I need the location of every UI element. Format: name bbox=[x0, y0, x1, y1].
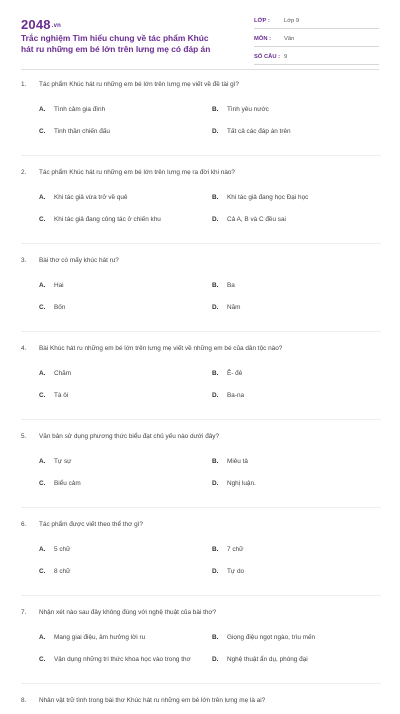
question-item bbox=[21, 80, 381, 156]
question-divider bbox=[21, 419, 381, 420]
logo-suffix: .vn bbox=[51, 22, 62, 29]
option-text: Biểu cảm bbox=[54, 479, 81, 487]
question-stem: Bài Khúc hát ru những em bé lớn trên lưng mẹ viết về những em bé của dân tộc nào? bbox=[39, 345, 283, 352]
option-text: Mang giai điệu, âm hưởng lời ru bbox=[54, 633, 146, 641]
question-item bbox=[21, 432, 381, 508]
question-stem: Tác phẩm được viết theo thể thơ gì? bbox=[39, 521, 143, 528]
question-number: 4. bbox=[21, 345, 27, 352]
option-text: Năm bbox=[227, 303, 241, 311]
answer-options bbox=[21, 538, 381, 582]
option-letter: C. bbox=[39, 303, 46, 311]
question-divider bbox=[21, 595, 381, 596]
question-text bbox=[21, 80, 381, 89]
answer-option[interactable] bbox=[212, 560, 385, 582]
answer-option[interactable] bbox=[212, 648, 385, 670]
question-text bbox=[21, 432, 381, 441]
option-text: Khi tác giả đang học Đại học bbox=[227, 193, 309, 201]
question-number: 8. bbox=[21, 697, 27, 704]
answer-option[interactable] bbox=[39, 274, 212, 296]
answer-option[interactable] bbox=[212, 472, 385, 494]
option-letter: C. bbox=[39, 655, 46, 663]
meta-label: LỚP : bbox=[254, 18, 270, 24]
question-divider bbox=[21, 331, 381, 332]
question-item bbox=[21, 608, 381, 684]
answer-options bbox=[21, 362, 381, 406]
answer-option[interactable] bbox=[39, 186, 212, 208]
option-letter: B. bbox=[212, 369, 219, 377]
answer-options bbox=[21, 450, 381, 494]
question-number: 6. bbox=[21, 521, 27, 528]
option-text: 5 chữ bbox=[54, 545, 71, 553]
quiz-meta bbox=[254, 14, 379, 68]
option-letter: B. bbox=[212, 457, 219, 465]
question-text bbox=[21, 168, 381, 177]
meta-value: 9 bbox=[284, 54, 288, 60]
question-number: 5. bbox=[21, 433, 27, 440]
answer-option[interactable] bbox=[212, 120, 385, 142]
question-divider bbox=[21, 155, 381, 156]
question-number: 3. bbox=[21, 257, 27, 264]
question-number: 7. bbox=[21, 609, 27, 616]
quiz-title: Trắc nghiệm Tìm hiểu chung về tác phẩm Khúc hát ru những em bé lớn trên lưng mẹ có đáp án bbox=[21, 33, 211, 54]
option-text: Giọng điệu ngọt ngào, trìu mến bbox=[227, 633, 316, 641]
option-letter: A. bbox=[39, 457, 46, 465]
option-text: Tất cả các đáp án trên bbox=[227, 127, 291, 135]
meta-row-subject bbox=[254, 32, 379, 47]
question-stem: Tác phẩm Khúc hát ru những em bé lớn trên lưng mẹ viết về đề tài gì? bbox=[39, 81, 239, 88]
answer-option[interactable] bbox=[39, 384, 212, 406]
option-letter: A. bbox=[39, 369, 46, 377]
option-text: Tình cảm gia đình bbox=[54, 105, 106, 113]
option-letter: D. bbox=[212, 127, 219, 135]
answer-option[interactable] bbox=[39, 296, 212, 318]
answer-options bbox=[21, 626, 381, 670]
meta-row-class bbox=[254, 14, 379, 29]
answer-option[interactable] bbox=[39, 120, 212, 142]
option-letter: B. bbox=[212, 281, 219, 289]
option-text: Tinh thần chiến đấu bbox=[54, 127, 110, 135]
question-list bbox=[21, 80, 381, 714]
option-text: Miêu tả bbox=[227, 457, 248, 465]
option-text: Tự do bbox=[227, 567, 245, 575]
answer-options bbox=[21, 186, 381, 230]
meta-row-count bbox=[254, 50, 379, 65]
answer-option[interactable] bbox=[212, 208, 385, 230]
answer-option[interactable] bbox=[212, 626, 385, 648]
question-item bbox=[21, 256, 381, 332]
question-text bbox=[21, 256, 381, 265]
option-text: Khi tác giả đang công tác ở chiến khu bbox=[54, 215, 161, 223]
answer-option[interactable] bbox=[39, 626, 212, 648]
question-text bbox=[21, 696, 381, 705]
option-text: Nghệ thuật ẩn dụ, phóng đại bbox=[227, 655, 308, 663]
answer-option[interactable] bbox=[39, 560, 212, 582]
option-letter: A. bbox=[39, 193, 46, 201]
meta-value: Văn bbox=[284, 36, 295, 42]
option-text: Cả A, B và C đều sai bbox=[227, 215, 286, 223]
answer-option[interactable] bbox=[39, 648, 212, 670]
question-stem: Nhân vật trữ tình trong bài thơ Khúc hát ru những em bé lớn trên lưng mẹ là ai? bbox=[39, 697, 266, 704]
option-text: 8 chữ bbox=[54, 567, 71, 575]
option-text: Chăm bbox=[54, 369, 72, 377]
option-letter: D. bbox=[212, 215, 219, 223]
option-letter: D. bbox=[212, 655, 219, 663]
answer-option[interactable] bbox=[39, 208, 212, 230]
question-divider bbox=[21, 243, 381, 244]
question-text bbox=[21, 608, 381, 617]
option-letter: A. bbox=[39, 281, 46, 289]
option-letter: D. bbox=[212, 391, 219, 399]
option-letter: B. bbox=[212, 633, 219, 641]
question-number: 1. bbox=[21, 81, 27, 88]
option-letter: D. bbox=[212, 567, 219, 575]
option-letter: B. bbox=[212, 105, 219, 113]
option-letter: D. bbox=[212, 303, 219, 311]
answer-option[interactable] bbox=[212, 296, 385, 318]
question-stem: Nhận xét nào sau đây không đúng với nghệ thuật của bài thơ? bbox=[39, 609, 217, 616]
option-letter: A. bbox=[39, 633, 46, 641]
option-letter: D. bbox=[212, 479, 219, 487]
option-letter: C. bbox=[39, 479, 46, 487]
option-text: Tự sự bbox=[54, 457, 72, 465]
question-stem: Bài thơ có mấy khúc hát ru? bbox=[39, 257, 119, 264]
option-text: Hai bbox=[54, 281, 64, 289]
logo-text: 2048 bbox=[21, 17, 51, 32]
option-text: Tình yêu nước bbox=[227, 105, 269, 113]
option-letter: C. bbox=[39, 567, 46, 575]
option-text: Ê- đê bbox=[227, 369, 243, 377]
answer-option[interactable] bbox=[212, 186, 385, 208]
answer-option[interactable] bbox=[39, 362, 212, 384]
question-stem: Văn bản sử dụng phương thức biểu đạt chủ yếu nào dưới đây? bbox=[39, 433, 220, 440]
option-text: Khi tác giả vừa trở về quê bbox=[54, 193, 128, 201]
header-divider bbox=[21, 69, 379, 70]
option-letter: C. bbox=[39, 391, 46, 399]
question-text bbox=[21, 520, 381, 529]
question-text bbox=[21, 344, 381, 353]
option-letter: B. bbox=[212, 545, 219, 553]
question-stem: Tác phẩm Khúc hát ru những em bé lớn trên lưng mẹ ra đời khi nào? bbox=[39, 169, 235, 176]
option-text: Vận dụng những tri thức khoa học vào trong thơ bbox=[54, 655, 191, 663]
site-logo[interactable] bbox=[21, 17, 61, 32]
question-number: 2. bbox=[21, 169, 27, 176]
answer-option[interactable] bbox=[212, 450, 385, 472]
question-divider bbox=[21, 683, 381, 684]
meta-label: SỐ CÂU : bbox=[254, 54, 281, 60]
answer-options bbox=[21, 274, 381, 318]
option-text: Nghị luận. bbox=[227, 479, 256, 487]
answer-option[interactable] bbox=[212, 362, 385, 384]
question-item bbox=[21, 168, 381, 244]
question-item bbox=[21, 520, 381, 596]
option-text: 7 chữ bbox=[227, 545, 244, 553]
answer-option[interactable] bbox=[212, 274, 385, 296]
question-item bbox=[21, 344, 381, 420]
option-letter: C. bbox=[39, 215, 46, 223]
answer-option[interactable] bbox=[39, 450, 212, 472]
question-item bbox=[21, 696, 381, 705]
answer-option[interactable] bbox=[39, 538, 212, 560]
option-text: Ba bbox=[227, 281, 235, 289]
question-divider bbox=[21, 507, 381, 508]
option-text: Bốn bbox=[54, 303, 66, 311]
answer-option[interactable] bbox=[39, 98, 212, 120]
option-letter: A. bbox=[39, 105, 46, 113]
answer-option[interactable] bbox=[212, 98, 385, 120]
meta-label: MÔN : bbox=[254, 36, 272, 42]
option-letter: A. bbox=[39, 545, 46, 553]
meta-value: Lớp 9 bbox=[284, 18, 300, 24]
option-letter: B. bbox=[212, 193, 219, 201]
answer-option[interactable] bbox=[39, 472, 212, 494]
option-text: Ba-na bbox=[227, 391, 245, 399]
option-letter: C. bbox=[39, 127, 46, 135]
answer-option[interactable] bbox=[212, 384, 385, 406]
answer-options bbox=[21, 98, 381, 142]
answer-option[interactable] bbox=[212, 538, 385, 560]
option-text: Tà ôi bbox=[54, 391, 69, 399]
